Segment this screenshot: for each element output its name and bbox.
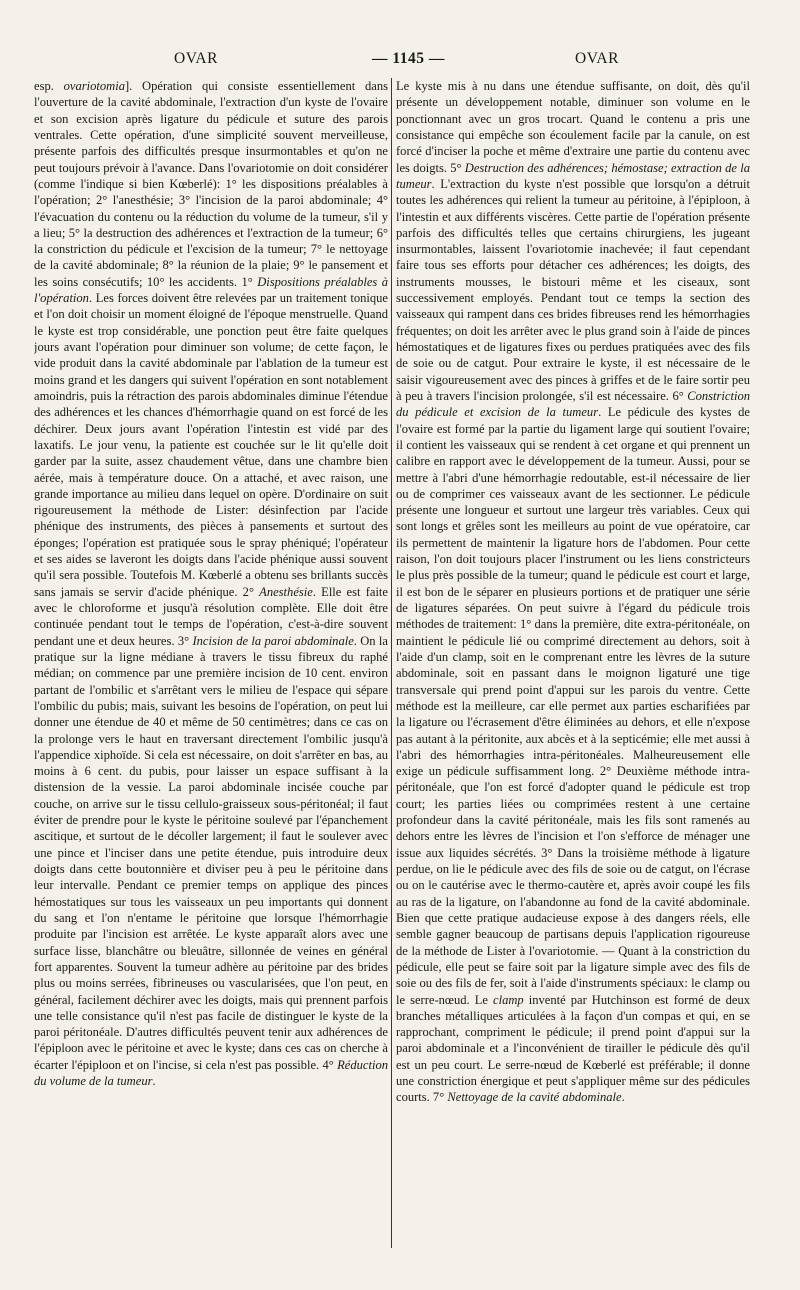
italic-run: clamp bbox=[493, 992, 524, 1007]
text-run: . Les forces doivent être relevées par un traitement tonique et l'on doit choisir un moment éloigné de l'époque menstruelle. Quand le kyste est trop considérable, une ponction peut être faite quelques jours avant l'opération pour diminuer son volume; de cette façon, le vide produit dans la cavité abdominale par l'ablation de la tumeur est moins grand et les dangers qui suivent l'opération en sont notablement amoindris, puis la rétraction des parois abdominales diminue l'étendue des adhérences et les chances d'hémorrhagie quand on est forcé de les déchirer. Deux jours avant l'opération l'intestin est vidé par des laxatifs. Le jour venu, la patiente est couchée sur le lit qu'elle doit garder par la suite, assez chaudement vêtue, dans une chambre bien aérée, mais à température douce. On a attaché, et avec raison, une grande importance au milieu dans lequel on opère. D'ordinaire on suit rigoureusement la méthode de Lister: désinfection par l'acide phénique des instruments, des pièces à pansements et surtout des éponges; l'opération est pratiquée sous le spray phéniqué; l'opérateur et ses aides se laveront les doigts dans l'acide phénique aussi souvent qu'il sera possible. Toutefois M. Kœberlé a obtenu ses brillants succès sans jamais se servir d'acide phénique. 2° bbox=[34, 291, 388, 599]
italic-run: Anesthésie bbox=[259, 584, 313, 599]
italic-run: Incision de la paroi abdominale bbox=[192, 633, 354, 648]
text-run: Le kyste mis à nu dans une étendue suffisante, on doit, dès qu'il présente un développement notable, diminuer son volume en le ponctionnant avec un gros trocart. Quand le contenu a pris une consistance qui empêche son écoulement facile par la canule, on est forcé d'inciser la poche et même d'extraire une partie du contenu avec les doigts. 5° bbox=[396, 79, 750, 175]
text-run: . Elle est faite avec le chloroforme et jusqu'à résolution complète. Elle doit être continuée pendant tout le temps de l'opération, c'est-à-dire souvent pendant une et deux heures. 3° bbox=[34, 584, 388, 648]
text-run: . Le pédicule des kystes de l'ovaire est formé par la partie du ligament large qui soutient l'ovaire; il contient les vaisseaux qui se rendent à cet organe et qui prennent un calibre en rapport avec le développement de la tumeur. Aussi, pour se mettre à l'abri d'une hémorrhagie redoutable, est-il nécessaire de lier ou de comprimer ces vaisseaux avant de les sectionner. Le pédicule présente une longueur et surtout une largeur très variables. Ceux qui sont longs et grêles sont les meilleurs au point de vue opératoire, car ils permettent de maintenir la ligature hors de l'abdomen. Pour cette raison, l'on doit toujours placer l'instrument ou les liens constricteurs le plus près possible de la tumeur; quand le pédicule est court et large, il est bon de le séparer en plusieurs portions et de pratiquer une série de ligatures séparées. On peut suivre à l'égard du pédicule trois méthodes de traitement: 1° dans la première, dite extra-péritonéale, on maintient le pédicule lié ou comprimé directement au dehors, soit à l'aide d'un clamp, soit en le comprenant entre les lèvres de la suture abdominale, soit en passant dans le moignon ligaturé une tige transversale qui prend point d'appui sur les parois du ventre. Cette méthode est la meilleure, car elle permet aux parties escharifiées par la ligature ou l'écrasement d'être éliminées au dehors, et elle n'expose pas autant à la péritonite, aux abcès et à la septicémie; elle met aussi à l'abri des hémorrhagies intra-péritonéales. Malheureusement elle exige un pédicule suffisamment long. 2° Deuxième méthode intra-péritonéale, que l'on est forcé d'adopter quand le pédicule est trop court; les parties liées ou comprimées restent à une certaine profondeur dans la cavité péritonéale, mais les fils sont ramenés au dehors entre les lèvres de l'incision et l'on s'efforce de ménager une issue aux liquides sécrétés. 3° Dans la troisième méthode à ligature perdue, on lie le pédicule avec des fils de soie ou de catgut, on l'écrase ou on le cautérise avec le thermo-cautère et, après avoir coupé les fils au ras de la ligature, on l'abandonne au fond de la cavité abdominale. Bien que cette pratique audacieuse expose à des dangers réels, elle semble gagner beaucoup de partisans depuis l'application rigoureuse de la méthode de Lister à l'ovariotomie. — Quant à la constriction du pédicule, elle peut se faire soit par la ligature simple avec des fils de soie ou des fils de fer, soit à l'aide d'instruments spéciaux: le clamp ou le serre-nœud. Le bbox=[396, 405, 750, 1007]
text-run: . bbox=[152, 1074, 156, 1089]
italic-run: Constriction du pédicule et excision de la tumeur bbox=[396, 388, 750, 420]
right-column-text bbox=[396, 78, 750, 1106]
text-run: esp. bbox=[34, 79, 64, 93]
italic-run: Dispositions préalables à l'opération bbox=[34, 274, 388, 306]
italic-run: ovariotomia bbox=[63, 79, 125, 93]
running-header bbox=[36, 44, 778, 70]
italic-run: Destruction des adhérences; hémostase; extraction de la tumeur bbox=[396, 160, 750, 191]
header-right-title: OVAR bbox=[575, 50, 619, 67]
text-run: . On la pratique sur la ligne médiane à travers le tissu fibreux du raphé médian; on commence par une première incision de 10 cent. environ partant de l'ombilic et s'arrêtant vers le milieu de l'espace qui sépare l'ombilic du pubis; mais, suivant les besoins de l'opération, on peut lui donner une étendue de 40 et même de 50 centimètres; dans ce cas on la prolonge vers le haut en traversant directement l'ombilic jusqu'à l'appendice xiphoïde. Si cela est nécessaire, on doit s'arrêter en bas, au moins à 6 cent. du pubis, pour laisser un espace suffisant à la distension de la vessie. La paroi abdominale incisée couche par couche, on arrive sur le tissu cellulo-graisseux sous-péritonéal; il faut éviter de prendre pour le kyste le péritoine soulevé par l'épanchement ascitique, et surtout de le décoller largement; il faut le soulever avec une pince et l'inciser dans une petite étendue, puis introduire deux doigts dans cette boutonnière et diviser peu à peu le péritoine dans leur intervalle. Pendant ce premier temps on applique des pinces hémostatiques sur tous les vaisseaux un peu importants qui donnent du sang et l'on n'entame le péritoine que lorsque l'hémorrhagie produite par l'incision est arrêtée. Le kyste apparaît alors avec une surface lisse, blanchâtre ou bleuâtre, sillonnée de veines en général fort apparentes. Souvent la tumeur adhère au péritoine par des brides plus ou moins serrées, fibrineuses ou vascularisées, que l'on peut, en général, facilement déchirer avec les doigts, mais qui prennent parfois une telle consistance qu'il n'est pas facile de distinguer le kyste de la paroi péritonéale. D'autres difficultés peuvent tenir aux adhérences de l'épiploon avec le péritoine et avec le kyste; dans ces cas on cherche à écarter l'épiploon et on l'incise, si cela n'est pas possible. 4° bbox=[34, 633, 388, 1072]
text-columns bbox=[34, 78, 782, 1258]
right-column bbox=[396, 78, 750, 1258]
left-column bbox=[34, 78, 388, 1258]
text-run: . bbox=[621, 1090, 625, 1105]
left-column-text bbox=[34, 78, 388, 1089]
header-left-title: OVAR bbox=[174, 50, 218, 67]
column-divider bbox=[391, 78, 392, 1248]
text-run: ]. Opération qui consiste essentiellement dans l'ouverture de la cavité abdominale, l'extraction d'un kyste de l'ovaire et son excision après ligature du pédicule et suture des parois ventrales. Cette opération, d'une simplicité souvent merveilleuse, présente parfois des difficultés presque insurmontables et qu'on ne peut toujours prévoir à l'avance. Dans l'ovariotomie on doit considérer (comme l'indique si bien Kœberlé): 1° les dispositions préalables à l'opération; 2° l'anesthésie; 3° l'incision de la paroi abdominale; 4° l'évacuation du contenu ou la réduction du volume de la tumeur, s'il y a lieu; 5° la destruction des adhérences et l'extraction de la tumeur; 6° la constriction du pédicule et l'excision de la tumeur; 7° le nettoyage de la cavité abdominale; 8° la réunion de la plaie; 9° le pansement et les soins consécutifs; 10° les accidents. 1° bbox=[34, 79, 388, 289]
text-run: inventé par Hutchinson est formé de deux branches métalliques articulées à la façon d'un compas et qui, en se rapprochant, compriment le pédicule; il prend point d'appui sur la paroi abdominale et a l'inconvénient de tirailler le pédicule dès qu'il est un peu court. Le serre-nœud de Kœberlé est préférable; il donne une constriction énergique et peut s'appliquer même sur des pédicules courts. 7° bbox=[396, 992, 750, 1105]
italic-run: Nettoyage de la cavité abdominale bbox=[447, 1090, 622, 1105]
text-run: . L'extraction du kyste n'est possible que lorsqu'on a détruit toutes les adhérences qui relient la tumeur au péritoine, à l'épiploon, à l'intestin et aux différents viscères. Cette partie de l'opération présente parfois des difficultés telles que certains chirurgiens, les jugeant insurmontables, laissent l'ovariotomie inachevée; il faut cependant faire tous ses efforts pour détacher ces adhérences; les doigts, des instruments mousses, le bistouri même et les ciseaux, sont successivement employés. Pendant tout ce temps la section des vaisseaux qui rampent dans ces brides fibreuses rend les hémorrhagies fréquentes; on doit les arrêter avec le plus grand soin à l'aide de pinces hémostatiques et de ligatures fixes ou perdues pratiquées avec des fils de soie ou de catgut. Pour extraire le kyste, il est nécessaire de le saisir vigoureusement avec des pinces à griffes et de le faire sortir peu à peu à travers l'incision prolongée, s'il est nécessaire. 6° bbox=[396, 176, 750, 403]
page-number: — 1145 — bbox=[372, 50, 445, 67]
italic-run: Réduction du volume de la tumeur bbox=[34, 1057, 388, 1089]
